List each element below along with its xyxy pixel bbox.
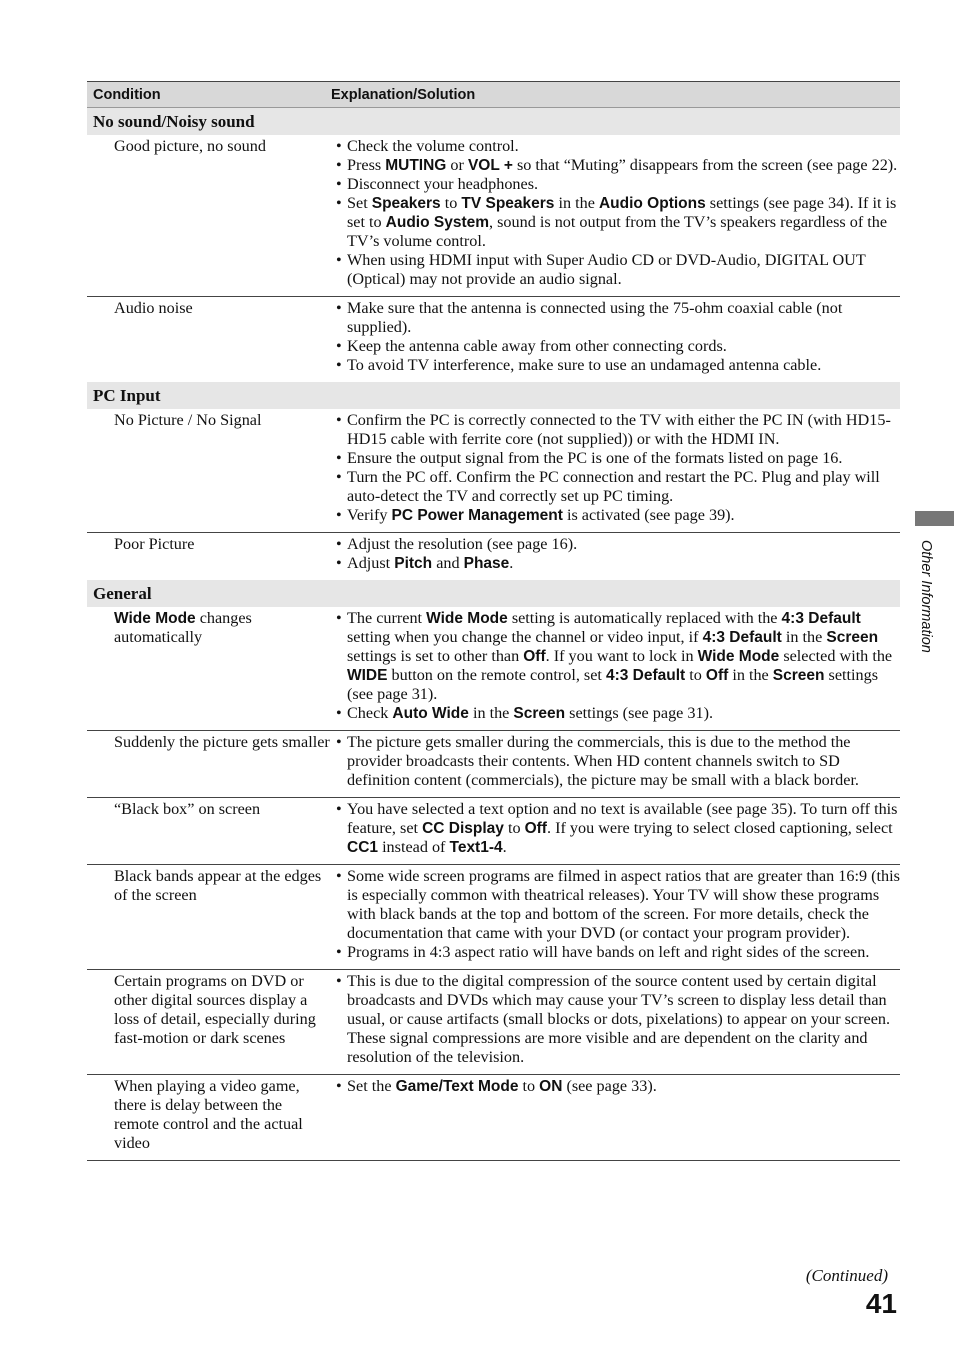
section-tab-marker <box>915 511 954 526</box>
table-row <box>87 297 900 382</box>
solution-bullet: • The current Wide Mode setting is automatically replaced with the 4:3 Default setting when you change the channel or video input, if 4:3 Default in the Screen settings is set to other than Off. If you want to lock in Wide Mode selected with the WIDE button on the remote control, set 4:3 Default to Off in the Screen settings (see page 31). <box>336 609 900 704</box>
section-title-general: General <box>87 580 900 607</box>
condition-cell: Suddenly the picture gets smaller <box>114 733 330 751</box>
table-row <box>87 135 900 297</box>
solution-bullet: • Ensure the output signal from the PC is one of the formats listed on page 16. <box>336 449 900 468</box>
condition-cell: Wide Mode changes automatically <box>114 609 252 646</box>
condition-cell: No Picture / No Signal <box>114 411 262 429</box>
solution-bullet: • Set Speakers to TV Speakers in the Audio Options settings (see page 34). If it is set to Audio System, sound is not output from the TV’s speakers regardless of the TV’s volume control. <box>336 194 900 251</box>
solution-bullet: • You have selected a text option and no text is available (see page 35). To turn off this feature, set CC Display to Off. If you were trying to select closed captioning, select CC1 instead of Text1-4. <box>336 800 900 857</box>
solution-cell <box>336 867 900 962</box>
condition-cell: Black bands appear at the edges of the screen <box>114 867 322 904</box>
solution-cell <box>336 535 900 573</box>
solution-cell <box>336 411 900 525</box>
condition-cell: Audio noise <box>114 299 193 317</box>
section-title-sound: No sound/Noisy sound <box>87 108 900 135</box>
solution-bullet: • Disconnect your headphones. <box>336 175 900 194</box>
solution-cell <box>336 1077 900 1153</box>
solution-bullet: • Check Auto Wide in the Screen settings (see page 31). <box>336 704 900 723</box>
table-row <box>87 533 900 580</box>
table-header <box>87 82 900 108</box>
side-section-label: Other Information <box>918 540 934 653</box>
solution-bullet: • Press MUTING or VOL + so that “Muting” disappears from the screen (see page 22). <box>336 156 900 175</box>
solution-bullet: • Adjust Pitch and Phase. <box>336 554 900 573</box>
solution-bullet: • When using HDMI input with Super Audio CD or DVD-Audio, DIGITAL OUT (Optical) may not provide an audio signal. <box>336 251 900 289</box>
solution-cell <box>336 733 900 790</box>
solution-bullet: • To avoid TV interference, make sure to use an undamaged antenna cable. <box>336 356 900 375</box>
solution-bullet: • Verify PC Power Management is activated (see page 39). <box>336 506 900 525</box>
troubleshooting-table <box>87 81 900 1161</box>
solution-bullet: • Adjust the resolution (see page 16). <box>336 535 900 554</box>
solution-bullet: • Keep the antenna cable away from other connecting cords. <box>336 337 900 356</box>
table-row <box>87 865 900 970</box>
continued-note: (Continued) <box>805 1266 888 1285</box>
solution-cell <box>336 137 900 289</box>
solution-bullet: • This is due to the digital compression of the source content used by certain digital broadcasts and DVDs which may cause your TV’s screen to display less detail than usual, or cause artifacts (small blocks or dots, pixelations) to appear on your screen. These signal compressions are more visible and are dependent on the clarity and resolution of the television. <box>336 972 900 1067</box>
solution-cell <box>336 972 900 1067</box>
solution-bullet: • Confirm the PC is correctly connected to the TV with either the PC IN (with HD15-HD15 cable with ferrite core (not supplied)) or with the HDMI IN. <box>336 411 900 449</box>
solution-bullet: • Some wide screen programs are filmed in aspect ratios that are greater than 16:9 (this is especially common with theatrical releases). Your TV will show these programs with black bands at the top and bottom of the screen. For more details, check the documentation that came with your DVD (or contact your program provider). <box>336 867 900 943</box>
table-row <box>87 798 900 865</box>
header-explanation: Explanation/Solution <box>331 86 476 103</box>
solution-cell <box>336 299 900 375</box>
table-row <box>87 409 900 533</box>
solution-cell <box>336 609 900 723</box>
solution-bullet: • Check the volume control. <box>336 137 900 156</box>
solution-cell <box>336 800 900 857</box>
condition-cell: “Black box” on screen <box>114 800 261 818</box>
condition-cell: Certain programs on DVD or other digital sources display a loss of detail, especially during fast-motion or dark scenes <box>114 972 316 1047</box>
solution-bullet: • Turn the PC off. Confirm the PC connection and restart the PC. Plug and play will auto-detect the TV and correctly set up PC timing. <box>336 468 900 506</box>
condition-cell: When playing a video game, there is delay between the remote control and the actual video <box>114 1077 303 1152</box>
table-row <box>87 970 900 1075</box>
solution-bullet: • Programs in 4:3 aspect ratio will have bands on left and right sides of the screen. <box>336 943 900 962</box>
solution-bullet: • Set the Game/Text Mode to ON (see page 33). <box>336 1077 900 1096</box>
solution-bullet: • The picture gets smaller during the commercials, this is due to the method the provider broadcasts their contents. When HD content channels switch to SD definition content (commercials), the picture may be small with a black border. <box>336 733 900 790</box>
solution-bullet: • Make sure that the antenna is connected using the 75-ohm coaxial cable (not supplied). <box>336 299 900 337</box>
condition-cell: Poor Picture <box>114 535 195 553</box>
table-row <box>87 1075 900 1161</box>
header-condition: Condition <box>93 86 161 103</box>
section-title-pc: PC Input <box>87 382 900 409</box>
table-row <box>87 731 900 798</box>
condition-cell: Good picture, no sound <box>114 137 266 155</box>
page-number: 41 <box>865 1288 897 1319</box>
table-row <box>87 607 900 731</box>
